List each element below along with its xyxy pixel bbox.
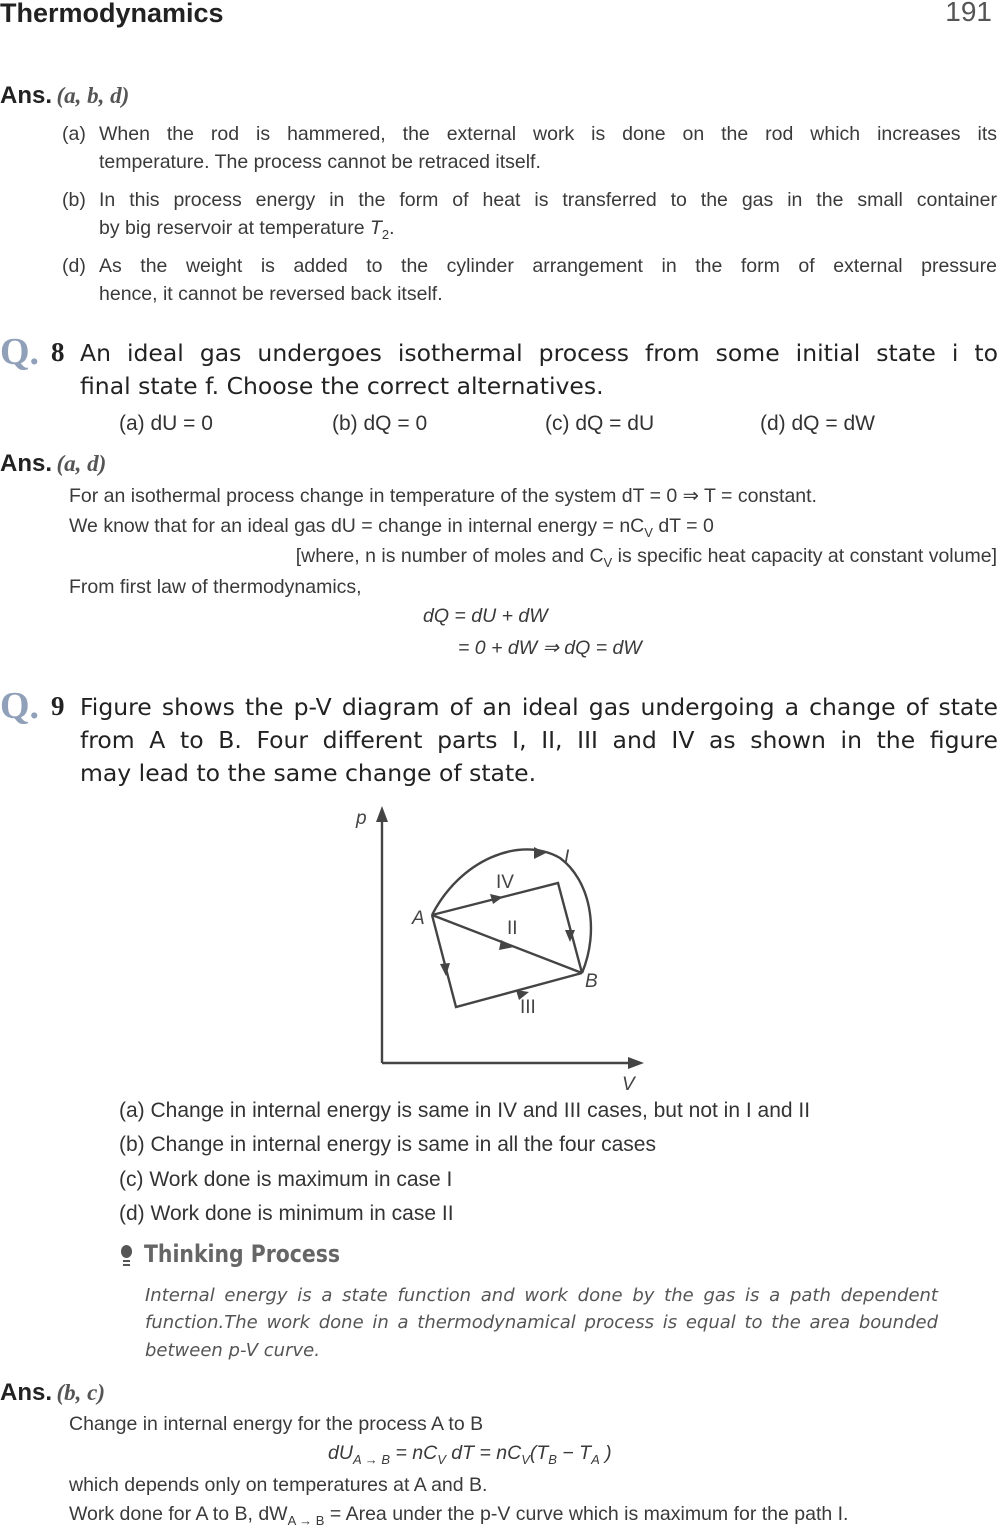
question-mark: Q. <box>0 331 40 373</box>
answer-options: (a, d) <box>56 451 107 476</box>
text: dU <box>328 1442 353 1464</box>
item-tag: (b) <box>62 189 86 211</box>
answer-text: From first law of thermodynamics, <box>69 576 362 598</box>
question-text: final state f. Choose the correct alternatives. <box>80 372 604 400</box>
text: = nC <box>390 1442 438 1464</box>
text: We know that for an ideal gas dU = change in internal energy = nC <box>69 515 645 537</box>
text: [where, n is number of moles and C <box>295 545 604 567</box>
question-number: 8 <box>51 337 65 367</box>
question-text: may lead to the same change of state. <box>80 759 537 787</box>
text: − T <box>556 1442 592 1464</box>
question-text: An ideal gas undergoes isothermal process from some initial state i to <box>80 339 998 367</box>
label-p: p <box>356 808 367 829</box>
option-d: (d) dQ = dW <box>760 412 875 435</box>
text: . <box>389 217 395 239</box>
text: dT = 0 <box>652 515 714 537</box>
answer-text: Change in internal energy for the process A to B <box>69 1413 484 1435</box>
item-text: As the weight is added to the cylinder arrangement in the form of external pressure <box>99 255 997 277</box>
subscript: A → B <box>287 1512 325 1528</box>
label-I: I <box>564 847 570 868</box>
answer-text: For an isothermal process change in temperature of the system dT = 0 ⇒ T = constant. <box>69 485 817 507</box>
page-number: 191 <box>945 0 992 27</box>
chapter-title: Thermodynamics <box>0 0 224 28</box>
thinking-text: function.The work done in a thermodynamical process is equal to the area bounded <box>145 1312 938 1333</box>
option-c: (c) Work done is maximum in case I <box>119 1168 453 1191</box>
answer-options: (a, b, d) <box>56 83 130 108</box>
subscript: V <box>437 1451 446 1467</box>
text: (T <box>529 1442 549 1464</box>
arrow-IV-icon <box>490 894 503 904</box>
answer-label: Ans. <box>0 450 53 477</box>
p-axis-arrow-icon <box>376 806 388 822</box>
equation: dQ = dU + dW <box>423 605 548 627</box>
answer-text <box>69 1503 848 1528</box>
subscript: A <box>591 1451 600 1467</box>
option-b: (b) dQ = 0 <box>332 412 428 435</box>
question-number: 9 <box>51 691 65 721</box>
arrow-I-icon <box>534 847 546 859</box>
subscript: V <box>521 1451 530 1467</box>
item-tag: (d) <box>62 255 86 277</box>
label-II: II <box>507 918 518 939</box>
option-b: (b) Change in internal energy is same in all the four cases <box>119 1133 656 1156</box>
thinking-text: between p-V curve. <box>145 1340 320 1361</box>
label-B: B <box>585 971 598 992</box>
item-text: temperature. The process cannot be retraced itself. <box>99 151 541 173</box>
label-A: A <box>412 908 425 929</box>
equation <box>328 1442 612 1467</box>
label-III: III <box>520 997 536 1018</box>
item-text: When the rod is hammered, the external work is done on the rod which increases its <box>99 123 997 145</box>
subscript: B <box>548 1451 557 1467</box>
text: ) <box>599 1442 612 1464</box>
question-text: from A to B. Four different parts I, II, III and IV as shown in the figure <box>80 726 998 754</box>
q9-answer-heading <box>0 1379 105 1407</box>
answer-options: (b, c) <box>56 1380 105 1405</box>
item-tag: (a) <box>62 123 86 145</box>
subscript: 2 <box>381 226 390 242</box>
subscript: V <box>644 524 653 540</box>
option-a: (a) Change in internal energy is same in IV and III cases, but not in I and II <box>119 1099 811 1122</box>
text: by big reservoir at temperature <box>99 217 370 239</box>
label-V: V <box>622 1074 635 1095</box>
equation: = 0 + dW ⇒ dQ = dW <box>458 637 642 659</box>
item-text: In this process energy in the form of heat is transferred to the gas in the small container <box>99 189 997 211</box>
question-mark: Q. <box>0 685 40 727</box>
thinking-text: Internal energy is a state function and work done by the gas is a path dependent <box>145 1285 938 1306</box>
lightbulb-icon <box>121 1245 135 1267</box>
option-d: (d) Work done is minimum in case II <box>119 1202 454 1225</box>
answer-label: Ans. <box>0 82 53 109</box>
math-var: T <box>369 217 382 239</box>
label-IV: IV <box>496 872 514 893</box>
text: = Area under the p-V curve which is maximum for the path I. <box>324 1503 849 1525</box>
answer-text: which depends only on temperatures at A and B. <box>69 1474 488 1496</box>
text: Work done for A to B, dW <box>69 1503 288 1525</box>
thinking-process-title: Thinking Process <box>144 1240 340 1268</box>
subscript: V <box>603 554 613 570</box>
answer-label: Ans. <box>0 1379 53 1406</box>
text: is specific heat capacity at constant volume] <box>612 545 997 567</box>
subscript: A → B <box>352 1451 391 1467</box>
question-text: Figure shows the p-V diagram of an ideal gas undergoing a change of state <box>80 693 998 721</box>
v-axis-arrow-icon <box>628 1057 644 1069</box>
option-c: (c) dQ = dU <box>545 412 655 435</box>
text: dT = nC <box>445 1442 522 1464</box>
option-a: (a) dU = 0 <box>119 412 213 435</box>
item-text: hence, it cannot be reversed back itself. <box>99 283 443 305</box>
